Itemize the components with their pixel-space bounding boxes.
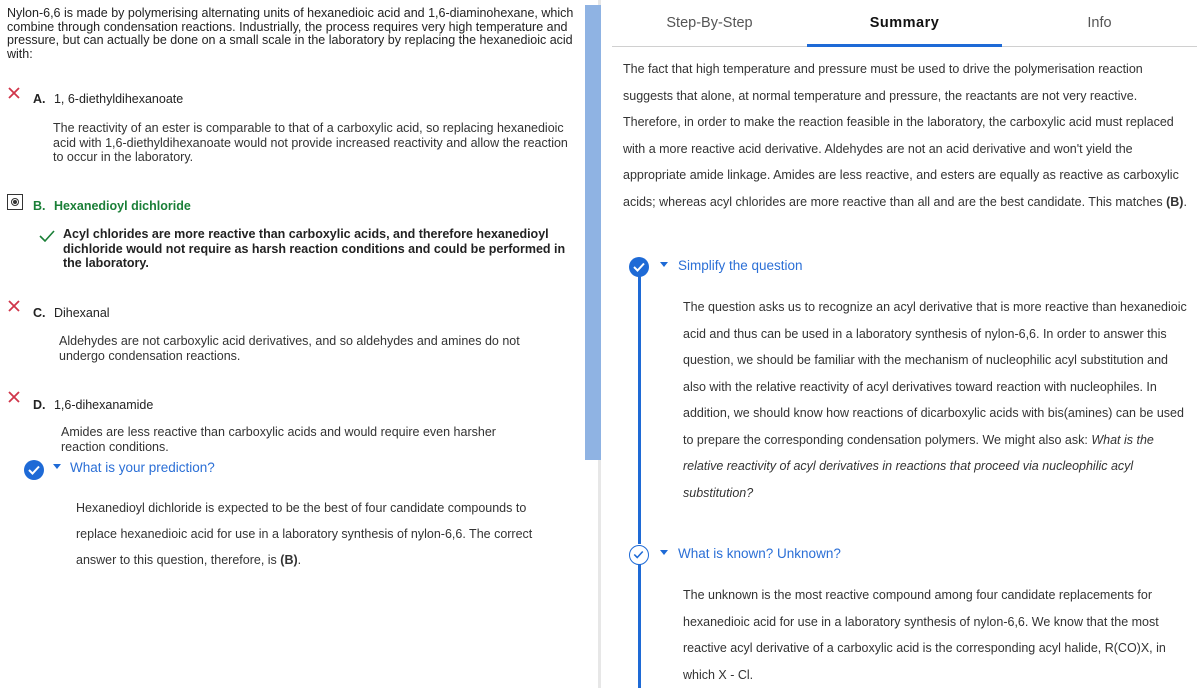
- summary-answer: (B): [1166, 194, 1184, 209]
- prediction-punct: .: [297, 553, 302, 567]
- option-d-explanation: Amides are less reactive than carboxylic acids and would require even harsher reaction conditions.: [61, 425, 496, 454]
- wrong-mark-icon: [7, 299, 21, 318]
- option-label: 1, 6-diethyldihexanoate: [53, 92, 184, 106]
- correct-check-icon: [39, 229, 55, 247]
- question-stem: Nylon-6,6 is made by polymerising alternating units of hexanedioic acid and 1,6-diaminohexane, which combine through condensation reactions. Industrially, the process requires very high temperature and pressure, but can actually be done on a small scale in the laboratory by replacing the hexanedioic acid with:: [7, 6, 574, 61]
- caret-down-icon[interactable]: [660, 262, 668, 267]
- option-c-explanation: Aldehydes are not carboxylic acid derivatives, and so aldehydes and amines do not undergo condensation reactions.: [59, 334, 520, 363]
- caret-down-icon[interactable]: [53, 464, 61, 469]
- caret-down-icon[interactable]: [660, 550, 668, 555]
- option-c[interactable]: [33, 304, 110, 322]
- step-question: What is the relative reactivity of acyl derivatives in reactions that proceed via nucleophilic acyl substitution?: [683, 432, 1154, 500]
- prediction-body: [76, 495, 566, 573]
- step-timeline: [638, 564, 641, 688]
- option-label: Dihexanal: [53, 306, 110, 320]
- check-circle-icon: [24, 460, 44, 480]
- wrong-mark-icon: [7, 390, 21, 409]
- option-letter: A.: [33, 92, 46, 106]
- tab-info[interactable]: Info: [1087, 15, 1112, 31]
- check-circle-icon: [629, 257, 649, 277]
- option-a[interactable]: [33, 90, 183, 108]
- question-panel: [0, 0, 585, 688]
- wrong-mark-icon: [7, 86, 21, 105]
- summary-body: The fact that high temperature and pressure must be used to drive the polymerisation reaction suggests that alone, at normal temperature and pressure, the reactants are not very reactive. Therefore, in order to make the reaction feasible in the laboratory, the carboxylic acid must replaced with a more reactive acid derivative. Aldehydes are not an acid derivative and won't yield the appropriate amide linkage. Amides are less reactive, and esters are equally as reactive as carboxylic acids; whereas acyl chlorides are more reactive than all and are the best candidate. This matches: [623, 62, 1179, 209]
- tab-bar: [612, 0, 1197, 47]
- tab-step-by-step[interactable]: Step-By-Step: [666, 15, 753, 31]
- scrollbar-thumb[interactable]: [585, 5, 601, 460]
- tab-summary[interactable]: Summary: [807, 0, 1002, 46]
- check-circle-outline-icon: [629, 545, 649, 565]
- prediction-answer: (B): [280, 553, 298, 567]
- step-timeline: [638, 276, 641, 544]
- option-letter: D.: [33, 398, 46, 412]
- step-known-toggle[interactable]: What is known? Unknown?: [678, 546, 841, 561]
- step-text: The question asks us to recognize an acyl derivative that is more reactive than hexanedioic acid and thus can be used in a laboratory synthesis of nylon-6,6. In order to answer this question, we should be familiar with the mechanism of nucleophilic acyl substitution and also with the relative reactivity of acyl derivatives toward reaction with nucleophiles. In addition, we should know how reactions of dicarboxylic acids with bis(amines) can be used to prepare the corresponding condensation polymers. We might also ask:: [683, 300, 1187, 447]
- option-b[interactable]: [33, 197, 191, 215]
- option-b-explanation: Acyl chlorides are more reactive than carboxylic acids, and therefore hexanedioyl dichloride would not require as harsh reaction conditions and could be performed in the laboratory.: [63, 227, 566, 270]
- option-letter: B.: [33, 199, 46, 213]
- summary-text: [623, 56, 1188, 215]
- option-a-explanation: The reactivity of an ester is comparable to that of a carboxylic acid, so replacing hexanedioic acid with 1,6-diethyldihexanoate would not provide increased reactivity and allow the reaction to occur in the laboratory.: [53, 121, 568, 164]
- option-label: 1,6-dihexanamide: [53, 398, 154, 412]
- prediction-text: Hexanedioyl dichloride is expected to be the best of four candidate compounds to replace hexanedioic acid for use in a laboratory synthesis of nylon-6,6. The correct answer to this question, therefore, is: [76, 501, 533, 567]
- step-known-body: The unknown is the most reactive compound among four candidate replacements for hexanedioic acid for use in a laboratory synthesis of nylon-6,6. We know that the most reactive acyl derivative of a carboxylic acid is the corresponding acyl halide, R(CO)X, in which X - Cl.: [683, 588, 1166, 682]
- step-simplify-body: [683, 294, 1191, 506]
- option-d[interactable]: [33, 396, 153, 414]
- selected-radio-icon[interactable]: [7, 194, 23, 210]
- option-label: Hexanedioyl dichloride: [53, 199, 191, 213]
- prediction-toggle[interactable]: What is your prediction?: [70, 460, 215, 475]
- option-letter: C.: [33, 306, 46, 320]
- summary-punct: .: [1183, 194, 1187, 209]
- step-simplify-toggle[interactable]: Simplify the question: [678, 258, 803, 273]
